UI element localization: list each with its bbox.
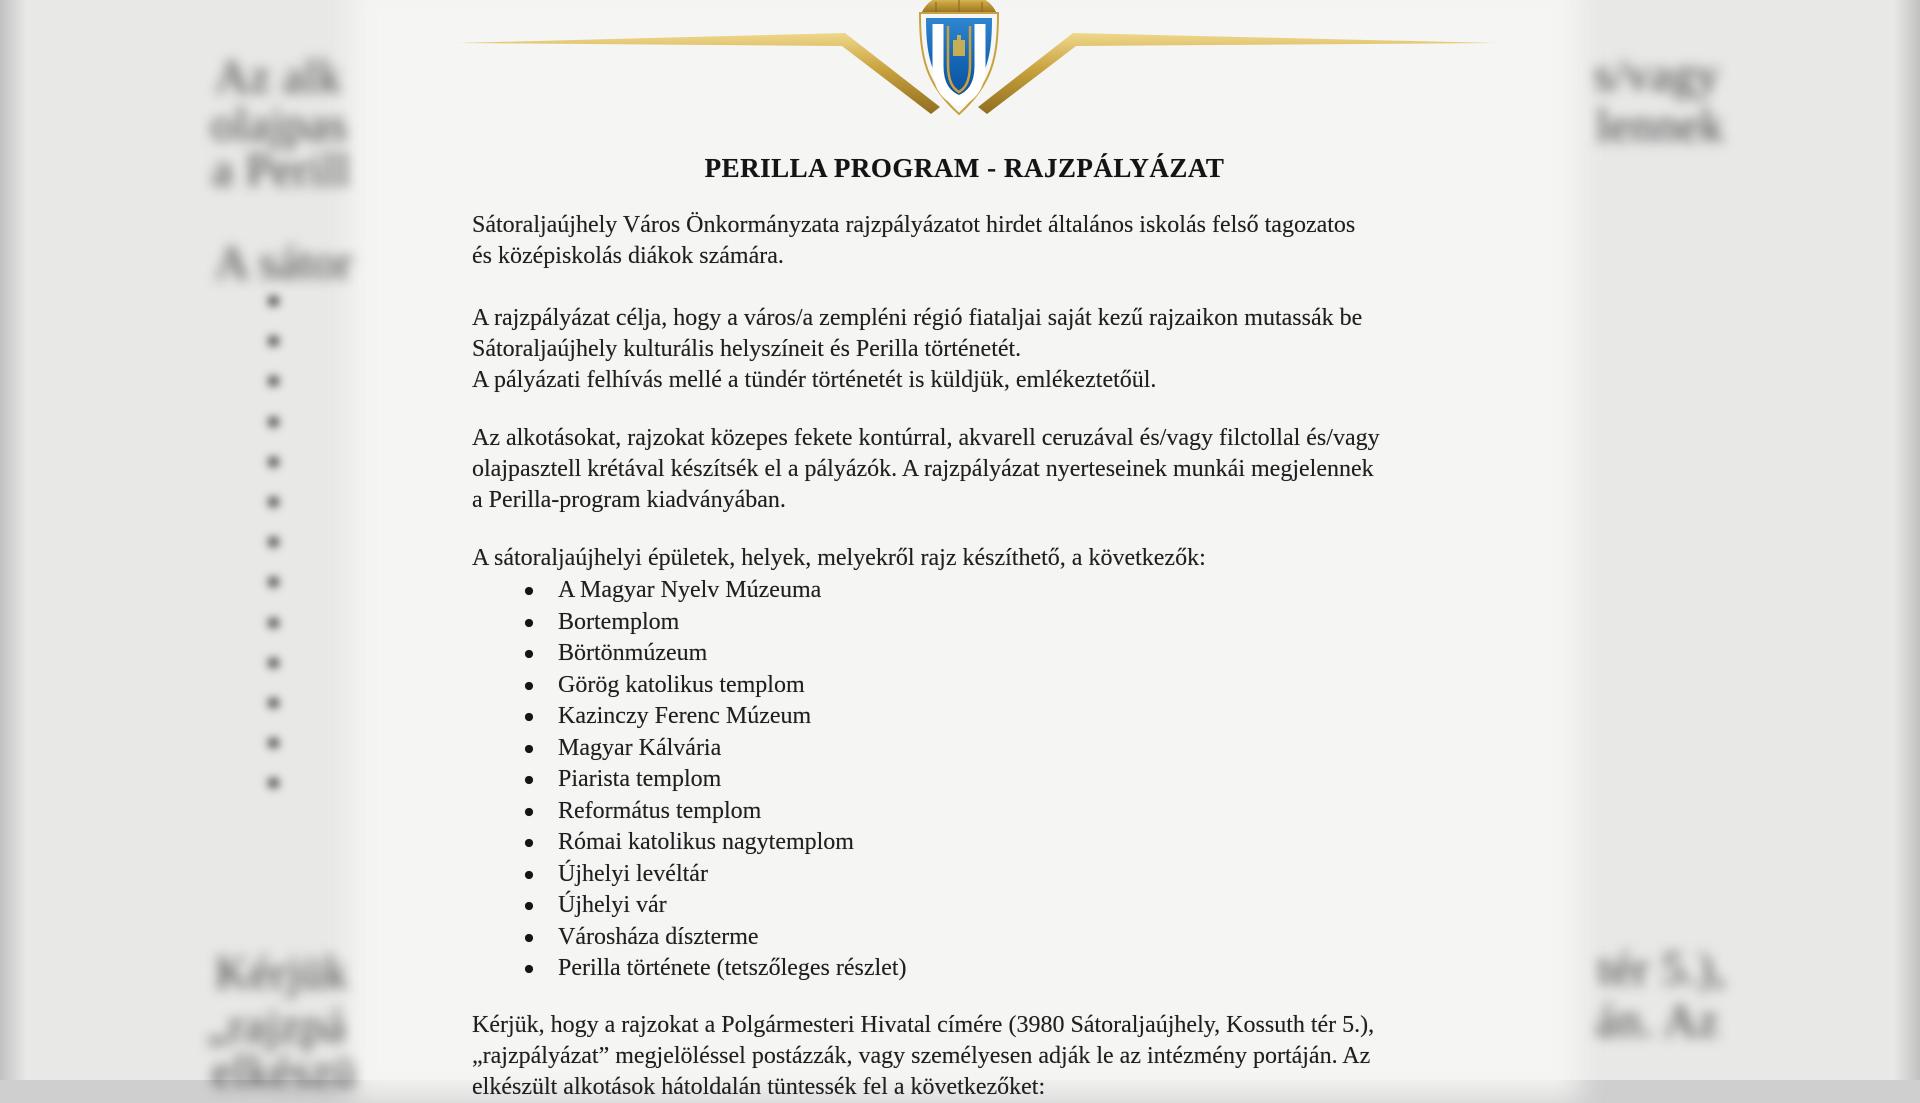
document-line: és középiskolás diákok számára.	[472, 243, 784, 269]
bullet-icon	[525, 650, 533, 658]
bullet-icon	[525, 682, 533, 690]
blurred-bullet-icon	[268, 497, 279, 507]
blurred-text-fragment: Az alk	[215, 51, 342, 103]
list-item	[472, 859, 907, 891]
bullet-icon	[525, 902, 533, 910]
list-item-label: Kazinczy Ferenc Múzeum	[558, 703, 812, 729]
bullet-icon	[525, 713, 533, 721]
bullet-icon	[525, 934, 533, 942]
blurred-bullet-icon	[268, 658, 279, 668]
list-item	[472, 953, 907, 985]
list-item	[472, 890, 907, 922]
bullet-icon	[525, 839, 533, 847]
blurred-text-fragment: A sátor	[215, 237, 353, 289]
blurred-text-fragment: a Perill	[212, 144, 351, 196]
list-intro: A sátoraljaújhelyi épületek, helyek, melyekről rajz készíthető, a következők:	[472, 545, 1206, 571]
document-line: a Perilla-program kiadványában.	[472, 487, 786, 513]
blurred-text-fragment: tér 5.),	[1598, 943, 1726, 995]
bullet-icon	[525, 745, 533, 753]
list-item	[472, 607, 907, 639]
list-item	[472, 827, 907, 859]
document-line: A pályázati felhívás mellé a tündér történetét is küldjük, emlékeztetőül.	[472, 367, 1157, 393]
blurred-bullet-icon	[268, 698, 279, 708]
list-item-label: Római katolikus nagytemplom	[558, 829, 854, 855]
document-line: olajpasztell krétával készítsék el a pályázók. A rajzpályázat nyerteseinek munkái megjelennek	[472, 456, 1374, 482]
blurred-text-fragment: lennek	[1596, 100, 1725, 152]
blurred-text-fragment: „rajzpá	[207, 1000, 347, 1052]
bullet-icon	[525, 776, 533, 784]
blurred-bullet-icon	[268, 336, 279, 346]
gold-divider	[458, 33, 940, 114]
document-line: Az alkotásokat, rajzokat közepes fekete kontúrral, akvarell ceruzával és/vagy filctollal és/vagy	[472, 425, 1380, 451]
blurred-text-fragment: olajpas	[211, 99, 348, 151]
list-item-label: Perilla története (tetszőleges részlet)	[558, 955, 907, 981]
paragraph	[472, 423, 1380, 516]
locations-list	[472, 575, 907, 985]
list-item-label: Magyar Kálvária	[558, 734, 722, 761]
document-line: Sátoraljaújhely Város Önkormányzata rajzpályázatot hirdet általános iskolás felső tagozatos	[472, 212, 1356, 238]
list-item	[472, 575, 907, 607]
document-line: Kérjük, hogy a rajzokat a Polgármesteri Hivatal címére (3980 Sátoraljaújhely, Kossuth tér 5.),	[472, 1012, 1375, 1038]
list-item	[472, 796, 907, 828]
paragraph	[472, 210, 1355, 272]
blurred-bullet-icon	[268, 738, 279, 748]
bullet-icon	[525, 619, 533, 627]
gold-divider	[978, 33, 1495, 114]
blurred-background-right	[1582, 0, 1920, 1080]
bullet-icon	[525, 587, 533, 595]
blurred-bullet-icon	[268, 457, 279, 467]
list-item-label: Újhelyi vár	[558, 892, 667, 918]
list-item	[472, 701, 907, 733]
list-item	[472, 922, 907, 954]
list-item-label: Újhelyi levéltár	[558, 860, 708, 887]
list-item-label: Görög katolikus templom	[558, 671, 805, 698]
blurred-text-fragment: s/vagy	[1594, 49, 1720, 101]
blurred-bullet-icon	[268, 376, 279, 386]
list-item-label: Bortemplom	[558, 608, 680, 635]
blurred-bullet-icon	[268, 417, 279, 427]
blurred-bullet-icon	[268, 537, 279, 547]
list-item	[472, 638, 907, 670]
closing-paragraph	[472, 1010, 1374, 1103]
coat-of-arms-icon	[0, 0, 1920, 140]
blurred-bullet-icon	[268, 618, 279, 628]
document-line: Sátoraljaújhely kulturális helyszíneit és Perilla történetét.	[472, 336, 1022, 362]
list-item-label: Városháza díszterme	[558, 923, 759, 950]
paragraph	[472, 303, 1362, 396]
list-item	[472, 733, 907, 765]
blurred-text-fragment: án. Az	[1596, 995, 1720, 1047]
document-line: elkészült alkotások hátoldalán tüntessék fel a következőket:	[472, 1074, 1046, 1100]
blurred-bullet-icon	[268, 577, 279, 587]
list-item	[472, 670, 907, 702]
document-title: PERILLA PROGRAM - RAJZPÁLYÁZAT	[704, 153, 1225, 183]
blurred-background-left	[0, 0, 357, 1098]
blurred-text-fragment: elkészü	[212, 1046, 357, 1098]
blurred-bullet-icon	[268, 296, 279, 306]
list-item-label: Református templom	[558, 797, 762, 824]
bullet-icon	[525, 871, 533, 879]
document-line: „rajzpályázat” megjelöléssel postázzák, vagy személyesen adják le az intézmény portáján. Az	[472, 1043, 1371, 1069]
bullet-icon	[525, 808, 533, 816]
list-item-label: A Magyar Nyelv Múzeuma	[558, 577, 822, 603]
list-item-label: Börtönmúzeum	[558, 640, 708, 666]
blurred-bullet-icon	[268, 778, 279, 788]
list-item	[472, 764, 907, 796]
blurred-text-fragment: Kérjük	[215, 947, 349, 999]
list-item-label: Piarista templom	[558, 766, 722, 792]
bullet-icon	[525, 965, 533, 973]
document-line: A rajzpályázat célja, hogy a város/a zempléni régió fiataljai saját kezű rajzaikon mutassák be	[472, 305, 1363, 331]
